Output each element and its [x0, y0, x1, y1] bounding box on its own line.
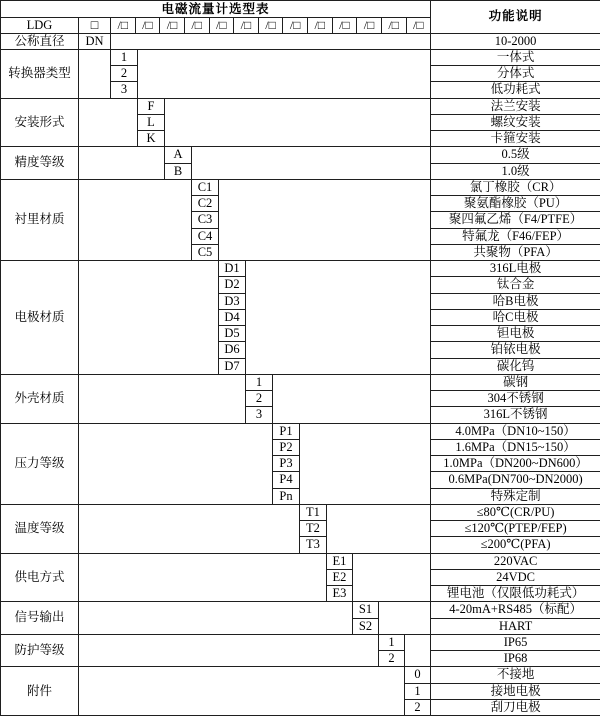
option-code: P3: [273, 456, 300, 472]
spacer: [79, 553, 327, 602]
option-code: D4: [219, 309, 246, 325]
spacer: [79, 179, 192, 260]
option-code: P1: [273, 423, 300, 439]
spacer: [79, 98, 138, 147]
table-row: [1, 98, 600, 114]
spacer: [192, 147, 431, 180]
category-label-nominal-diameter: 公称直径: [1, 33, 79, 49]
option-code: 3: [246, 407, 273, 423]
option-code: B: [165, 163, 192, 179]
option-code: 1: [246, 374, 273, 390]
option-code: F: [138, 98, 165, 114]
option-desc: 刮刀电极: [431, 699, 600, 715]
option-code: P2: [273, 439, 300, 455]
spacer: [138, 49, 431, 98]
option-desc: 316L电极: [431, 261, 600, 277]
option-code: D5: [219, 326, 246, 342]
option-desc: 1.0级: [431, 163, 600, 179]
spacer: [79, 147, 165, 180]
spacer: [79, 667, 405, 716]
option-desc: 4-20mA+RS485（标配）: [431, 602, 600, 618]
option-desc: 聚四氟乙烯（F4/PTFE）: [431, 212, 600, 228]
spacer: [246, 261, 431, 375]
spacer: [219, 179, 431, 260]
option-code: T2: [300, 521, 327, 537]
spacer: [111, 33, 431, 49]
option-code: 2: [405, 699, 431, 715]
spacer: [79, 374, 246, 423]
option-desc: IP65: [431, 634, 600, 650]
spacer: [300, 423, 431, 504]
spacer: [79, 423, 273, 504]
table-row: [1, 553, 600, 569]
option-code: 1: [405, 683, 431, 699]
model-digit-slot: /□: [333, 18, 358, 32]
option-desc: 聚氨酯橡胶（PU）: [431, 196, 600, 212]
option-code: C3: [192, 212, 219, 228]
option-code: C2: [192, 196, 219, 212]
model-digit-slot: /□: [210, 18, 235, 32]
spacer: [327, 504, 431, 553]
option-desc: 220VAC: [431, 553, 600, 569]
model-prefix: LDG: [1, 18, 79, 33]
option-code: 2: [111, 66, 138, 82]
option-code: 0: [405, 667, 431, 683]
option-desc: 1.0MPa（DN200~DN600）: [431, 456, 600, 472]
option-code: D2: [219, 277, 246, 293]
option-code: DN: [79, 33, 111, 49]
option-code: S1: [353, 602, 379, 618]
option-code: S2: [353, 618, 379, 634]
option-desc: 24VDC: [431, 569, 600, 585]
spacer: [79, 602, 353, 635]
option-code: T1: [300, 504, 327, 520]
option-desc: 卡箍安装: [431, 131, 600, 147]
option-code: T3: [300, 537, 327, 553]
table-row: [1, 33, 600, 49]
option-desc: 锂电池（仅限低功耗式）: [431, 586, 600, 602]
option-code: D3: [219, 293, 246, 309]
table-row: [1, 49, 600, 65]
model-digit-slot: /□: [259, 18, 284, 32]
model-digit-slot: /□: [111, 18, 136, 32]
option-desc: 氯丁橡胶（CR）: [431, 179, 600, 195]
table-row: [1, 504, 600, 520]
option-code: D7: [219, 358, 246, 374]
option-desc: 铂铱电极: [431, 342, 600, 358]
option-desc: 低功耗式: [431, 82, 600, 98]
option-code: A: [165, 147, 192, 163]
model-digit-slot: /□: [308, 18, 333, 32]
category-label-protection: 防护等级: [1, 634, 79, 667]
option-desc: 哈C电极: [431, 309, 600, 325]
option-desc: 4.0MPa（DN10~150）: [431, 423, 600, 439]
category-label-signal-output: 信号输出: [1, 602, 79, 635]
option-desc: ≤80℃(CR/PU): [431, 504, 600, 520]
table-row: [1, 179, 600, 195]
table-row: [1, 602, 600, 618]
option-code: 2: [246, 391, 273, 407]
option-desc: ≤200℃(PFA): [431, 537, 600, 553]
option-desc: 哈B电极: [431, 293, 600, 309]
model-digit-slot: /□: [136, 18, 161, 32]
option-desc: ≤120℃(PTEP/FEP): [431, 521, 600, 537]
option-code: 2: [379, 651, 405, 667]
option-code: 1: [111, 49, 138, 65]
table-row: [1, 634, 600, 650]
option-desc: 钽电极: [431, 326, 600, 342]
table-row: [1, 667, 600, 683]
option-code: E3: [327, 586, 353, 602]
option-desc: 共聚物（PFA）: [431, 244, 600, 260]
option-desc: 特氟龙（F46/FEP）: [431, 228, 600, 244]
category-label-temperature: 温度等级: [1, 504, 79, 553]
category-label-converter-type: 转换器类型: [1, 49, 79, 98]
title-row: [1, 1, 600, 18]
model-slots-cell: [111, 18, 431, 33]
model-digit-slot: /□: [357, 18, 382, 32]
option-code: 1: [379, 634, 405, 650]
option-desc: 碳钢: [431, 374, 600, 390]
option-code: D6: [219, 342, 246, 358]
option-desc: 接地电极: [431, 683, 600, 699]
option-desc: 304不锈钢: [431, 391, 600, 407]
category-label-accuracy: 精度等级: [1, 147, 79, 180]
option-desc: 0.6MPa(DN700~DN2000): [431, 472, 600, 488]
option-code: L: [138, 114, 165, 130]
model-digit-slot: /□: [160, 18, 185, 32]
option-desc: 螺纹安装: [431, 114, 600, 130]
function-column-header: 功能说明: [431, 1, 600, 34]
option-desc: HART: [431, 618, 600, 634]
option-desc: 不接地: [431, 667, 600, 683]
option-desc: 钛合金: [431, 277, 600, 293]
option-desc: 法兰安装: [431, 98, 600, 114]
model-digit-slot: /□: [382, 18, 407, 32]
category-label-installation: 安装形式: [1, 98, 79, 147]
option-code: D1: [219, 261, 246, 277]
category-label-electrode: 电极材质: [1, 261, 79, 375]
option-desc: 特殊定制: [431, 488, 600, 504]
option-code: E2: [327, 569, 353, 585]
option-code: C4: [192, 228, 219, 244]
table-row: [1, 423, 600, 439]
model-box-slot: □: [79, 18, 111, 33]
option-code: Pn: [273, 488, 300, 504]
category-label-lining: 衬里材质: [1, 179, 79, 260]
category-label-pressure: 压力等级: [1, 423, 79, 504]
option-desc: 碳化钨: [431, 358, 600, 374]
table-row: [1, 147, 600, 163]
table-row: [1, 374, 600, 390]
category-label-housing: 外壳材质: [1, 374, 79, 423]
option-code: P4: [273, 472, 300, 488]
option-code: C1: [192, 179, 219, 195]
category-label-power-supply: 供电方式: [1, 553, 79, 602]
table-row: [1, 261, 600, 277]
option-desc: 0.5级: [431, 147, 600, 163]
option-code: K: [138, 131, 165, 147]
option-code: 3: [111, 82, 138, 98]
spacer: [79, 261, 219, 375]
page-title: 电磁流量计选型表: [1, 1, 431, 18]
model-digit-slot: /□: [234, 18, 259, 32]
model-slots: [111, 18, 430, 32]
option-desc: 10-2000: [431, 33, 600, 49]
spacer: [405, 634, 431, 667]
category-label-accessories: 附件: [1, 667, 79, 716]
model-digit-slot: /□: [185, 18, 210, 32]
model-digit-slot: /□: [413, 18, 424, 33]
option-desc: 1.6MPa（DN15~150）: [431, 439, 600, 455]
option-desc: 316L不锈钢: [431, 407, 600, 423]
spacer: [273, 374, 431, 423]
model-digit-slot: /□: [283, 18, 308, 32]
spacer: [79, 504, 300, 553]
spacer: [79, 634, 379, 667]
spacer: [165, 98, 431, 147]
option-desc: 一体式: [431, 49, 600, 65]
spacer: [379, 602, 431, 635]
spacer: [79, 49, 111, 98]
option-desc: 分体式: [431, 66, 600, 82]
option-desc: IP68: [431, 651, 600, 667]
option-code: E1: [327, 553, 353, 569]
option-code: C5: [192, 244, 219, 260]
spacer: [353, 553, 431, 602]
